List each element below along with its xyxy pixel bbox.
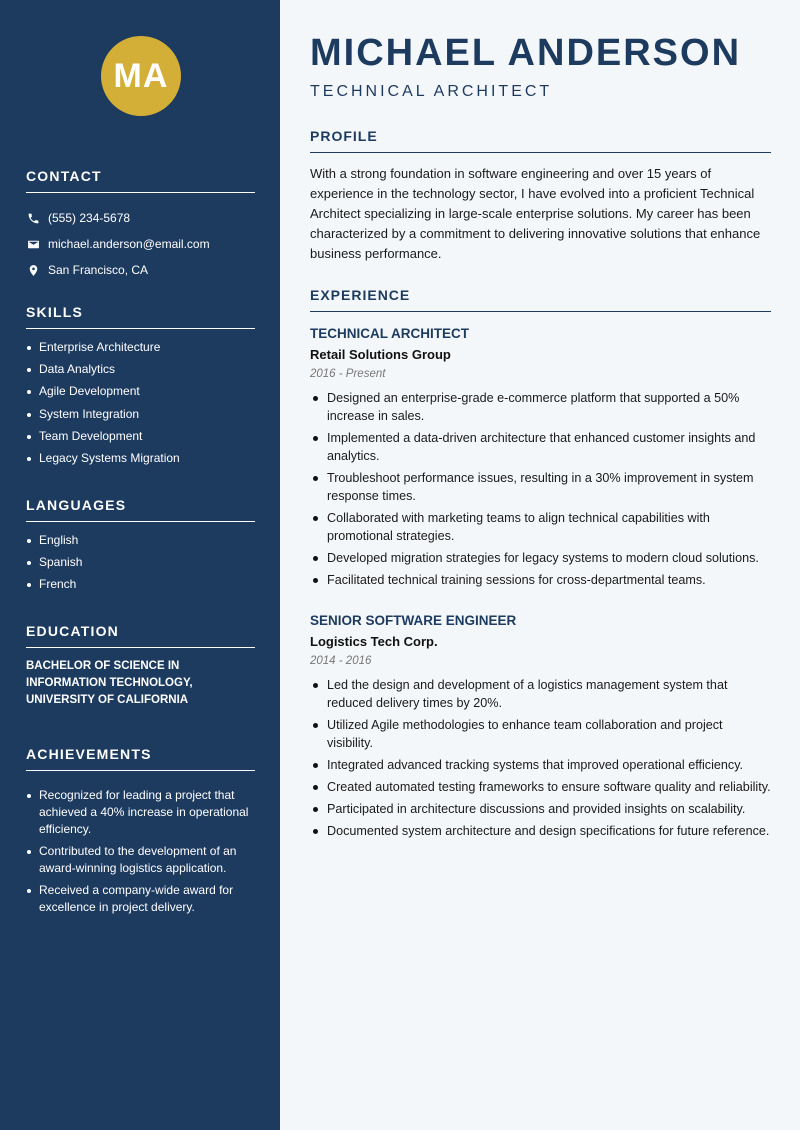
job-company: Retail Solutions Group (310, 347, 451, 362)
location-pin-icon (26, 263, 40, 277)
education-heading: EDUCATION (26, 623, 255, 648)
profile-heading: PROFILE (310, 128, 771, 153)
job-bullet: Led the design and development of a logistics management system that reduced delivery times by 20%. (310, 676, 771, 712)
skills-heading: SKILLS (26, 304, 255, 329)
job-title-header: TECHNICAL ARCHITECT (310, 83, 553, 100)
email-icon (26, 237, 40, 251)
job-bullet: Created automated testing frameworks to ensure software quality and reliability. (310, 778, 771, 796)
sidebar (0, 0, 280, 1130)
job-bullet: Developed migration strategies for legacy systems to modern cloud solutions. (310, 549, 771, 567)
profile-section (310, 128, 771, 264)
contact-email (26, 231, 255, 257)
job-bullets (310, 389, 771, 589)
languages-heading: LANGUAGES (26, 497, 255, 522)
contact-list (26, 205, 255, 283)
achievement-item: Recognized for leading a project that achieved a 40% increase in operational efficiency. (26, 787, 255, 838)
skill-item: Data Analytics (26, 361, 255, 378)
job-title: TECHNICAL ARCHITECT (310, 326, 469, 341)
job-bullets (310, 676, 771, 840)
job-title: SENIOR SOFTWARE ENGINEER (310, 613, 517, 628)
job-bullet: Troubleshoot performance issues, resulting in a 30% improvement in system response times. (310, 469, 771, 505)
language-item: English (26, 532, 255, 549)
contact-section (26, 168, 255, 283)
job-bullet: Participated in architecture discussions and provided insights on scalability. (310, 800, 771, 818)
achievements-list (26, 787, 255, 916)
experience-heading: EXPERIENCE (310, 287, 771, 312)
avatar: MA (101, 36, 181, 116)
job-entry (310, 326, 771, 593)
job-bullet: Collaborated with marketing teams to align technical capabilities with promotional strategies. (310, 509, 771, 545)
achievements-section (26, 746, 255, 922)
job-bullet: Integrated advanced tracking systems that improved operational efficiency. (310, 756, 771, 774)
skill-item: Agile Development (26, 383, 255, 400)
skill-item: System Integration (26, 406, 255, 423)
achievements-heading: ACHIEVEMENTS (26, 746, 255, 771)
education-line: UNIVERSITY OF CALIFORNIA (26, 694, 189, 706)
skills-list (26, 339, 255, 467)
profile-text: With a strong foundation in software engineering and over 15 years of experience in the technology sector, I have evolved into a proficient Technical Architect specializing in large-scale enterprise solutions. My career has been characterized by a commitment to delivering innovative solutions that enhance business performance. (310, 166, 761, 261)
language-item: French (26, 576, 255, 593)
achievement-item: Contributed to the development of an award-winning logistics application. (26, 843, 255, 877)
language-item: Spanish (26, 554, 255, 571)
candidate-name: MICHAEL ANDERSON (310, 32, 742, 74)
contact-email-text: michael.anderson@email.com (48, 237, 210, 251)
languages-list (26, 532, 255, 593)
job-company: Logistics Tech Corp. (310, 634, 438, 649)
languages-section (26, 497, 255, 599)
job-bullet: Implemented a data-driven architecture that enhanced customer insights and analytics. (310, 429, 771, 465)
job-bullet: Designed an enterprise-grade e-commerce platform that supported a 50% increase in sales. (310, 389, 771, 425)
job-dates: 2014 - 2016 (310, 655, 372, 667)
education-degree (26, 658, 255, 709)
education-section (26, 623, 255, 709)
contact-location (26, 257, 255, 283)
job-bullet: Utilized Agile methodologies to enhance team collaboration and project visibility. (310, 716, 771, 752)
contact-phone (26, 205, 255, 231)
experience-section (310, 287, 771, 312)
education-line: INFORMATION TECHNOLOGY, (26, 677, 193, 689)
job-dates: 2016 - Present (310, 368, 386, 380)
skills-section (26, 304, 255, 472)
education-line: BACHELOR OF SCIENCE IN (26, 660, 180, 672)
job-entry (310, 613, 771, 844)
contact-location-text: San Francisco, CA (48, 263, 149, 277)
job-bullet: Documented system architecture and design specifications for future reference. (310, 822, 771, 840)
contact-heading: CONTACT (26, 168, 255, 193)
skill-item: Team Development (26, 428, 255, 445)
job-bullet: Facilitated technical training sessions for cross-departmental teams. (310, 571, 771, 589)
skill-item: Legacy Systems Migration (26, 450, 255, 467)
achievement-item: Received a company-wide award for excellence in project delivery. (26, 882, 255, 916)
skill-item: Enterprise Architecture (26, 339, 255, 356)
contact-phone-text: (555) 234-5678 (48, 211, 131, 225)
phone-icon (26, 211, 40, 225)
